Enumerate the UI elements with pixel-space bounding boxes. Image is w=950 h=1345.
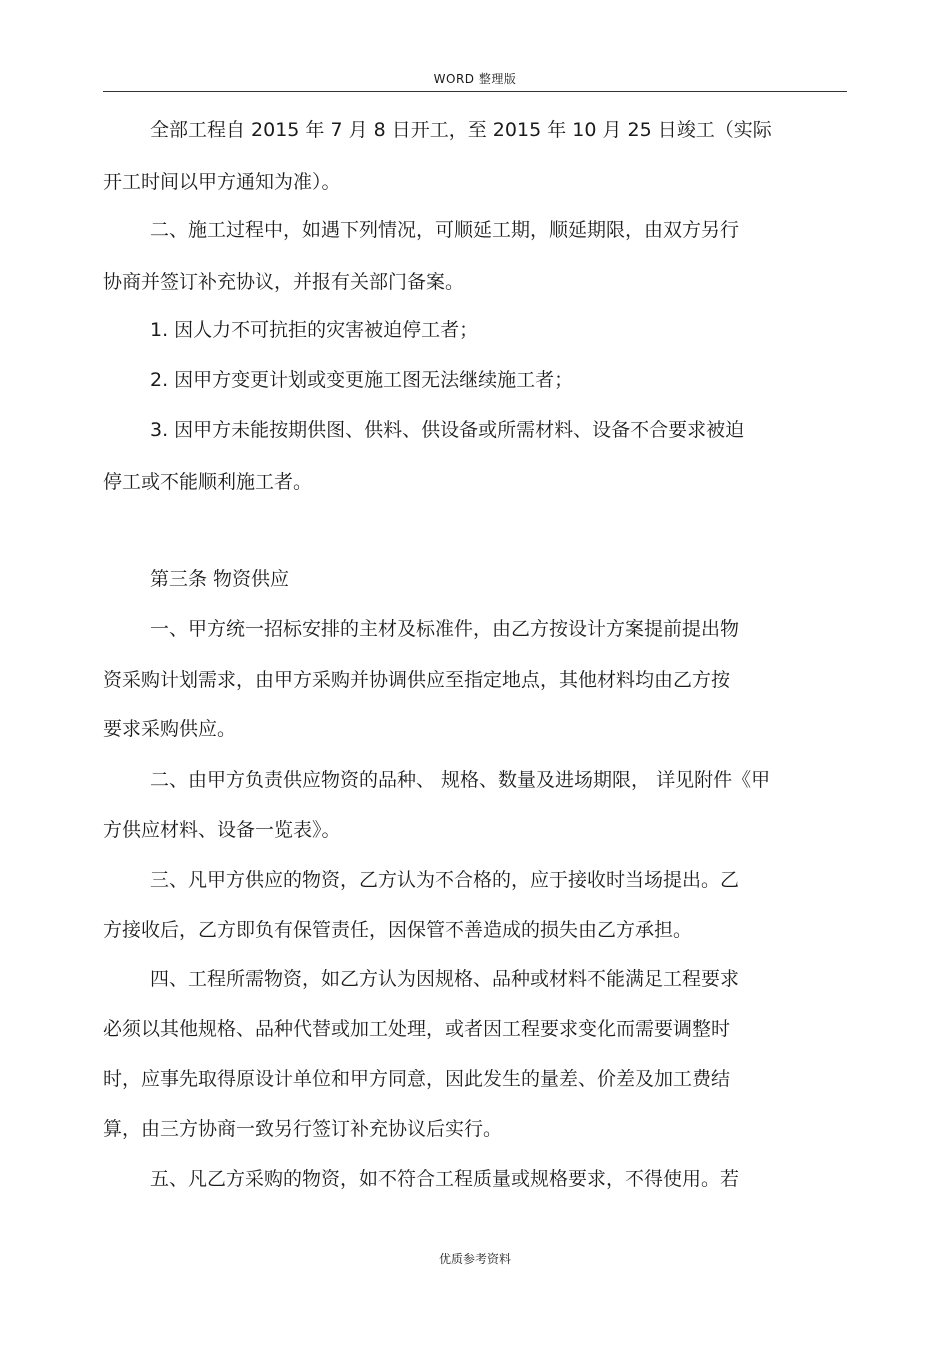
list-item: 2. 因甲方变更计划或变更施工图无法继续施工者；	[150, 369, 574, 391]
paragraph-line: 三、凡甲方供应的物资，乙方认为不合格的，应于接收时当场提出。乙	[150, 869, 740, 891]
paragraph-line: 必须以其他规格、品种代替或加工处理，或者因工程要求变化而需要调整时	[103, 1018, 731, 1040]
paragraph-line: 资采购计划需求，由甲方采购并协调供应至指定地点，其他材料均由乙方按	[103, 669, 731, 691]
list-item: 1. 因人力不可抗拒的灾害被迫停工者；	[150, 319, 479, 341]
list-item: 3. 因甲方未能按期供图、供料、供设备或所需材料、设备不合要求被迫	[150, 419, 745, 441]
header-divider	[103, 91, 847, 92]
paragraph-line: 方接收后，乙方即负有保管责任，因保管不善造成的损失由乙方承担。	[103, 919, 693, 941]
paragraph-line: 算，由三方协商一致另行签订补充协议后实行。	[103, 1118, 503, 1140]
paragraph-line: 停工或不能顺利施工者。	[103, 471, 313, 493]
paragraph-line: 二、施工过程中，如遇下列情况，可顺延工期，顺延期限，由双方另行	[150, 219, 740, 241]
paragraph-line: 要求采购供应。	[103, 718, 237, 740]
paragraph-line: 全部工程自 2015 年 7 月 8 日开工，至 2015 年 10 月 25 日竣工（实际	[150, 119, 772, 141]
section-heading: 第三条 物资供应	[150, 568, 290, 590]
paragraph-line: 协商并签订补充协议，并报有关部门备案。	[103, 271, 465, 293]
paragraph-line: 方供应材料、设备一览表》。	[103, 819, 341, 841]
paragraph-line: 开工时间以甲方通知为准）。	[103, 171, 341, 193]
page-header: WORD 整理版	[433, 72, 517, 86]
paragraph-line: 四、工程所需物资，如乙方认为因规格、品种或材料不能满足工程要求	[150, 968, 740, 990]
page-footer: 优质参考资料	[438, 1252, 511, 1266]
paragraph-line: 五、凡乙方采购的物资，如不符合工程质量或规格要求，不得使用。若	[150, 1168, 740, 1190]
paragraph-line: 时，应事先取得原设计单位和甲方同意，因此发生的量差、价差及加工费结	[103, 1068, 731, 1090]
paragraph-line: 一、甲方统一招标安排的主材及标准件，由乙方按设计方案提前提出物	[150, 618, 740, 640]
paragraph-line: 二、由甲方负责供应物资的品种、 规格、数量及进场期限， 详见附件《甲	[150, 769, 771, 791]
